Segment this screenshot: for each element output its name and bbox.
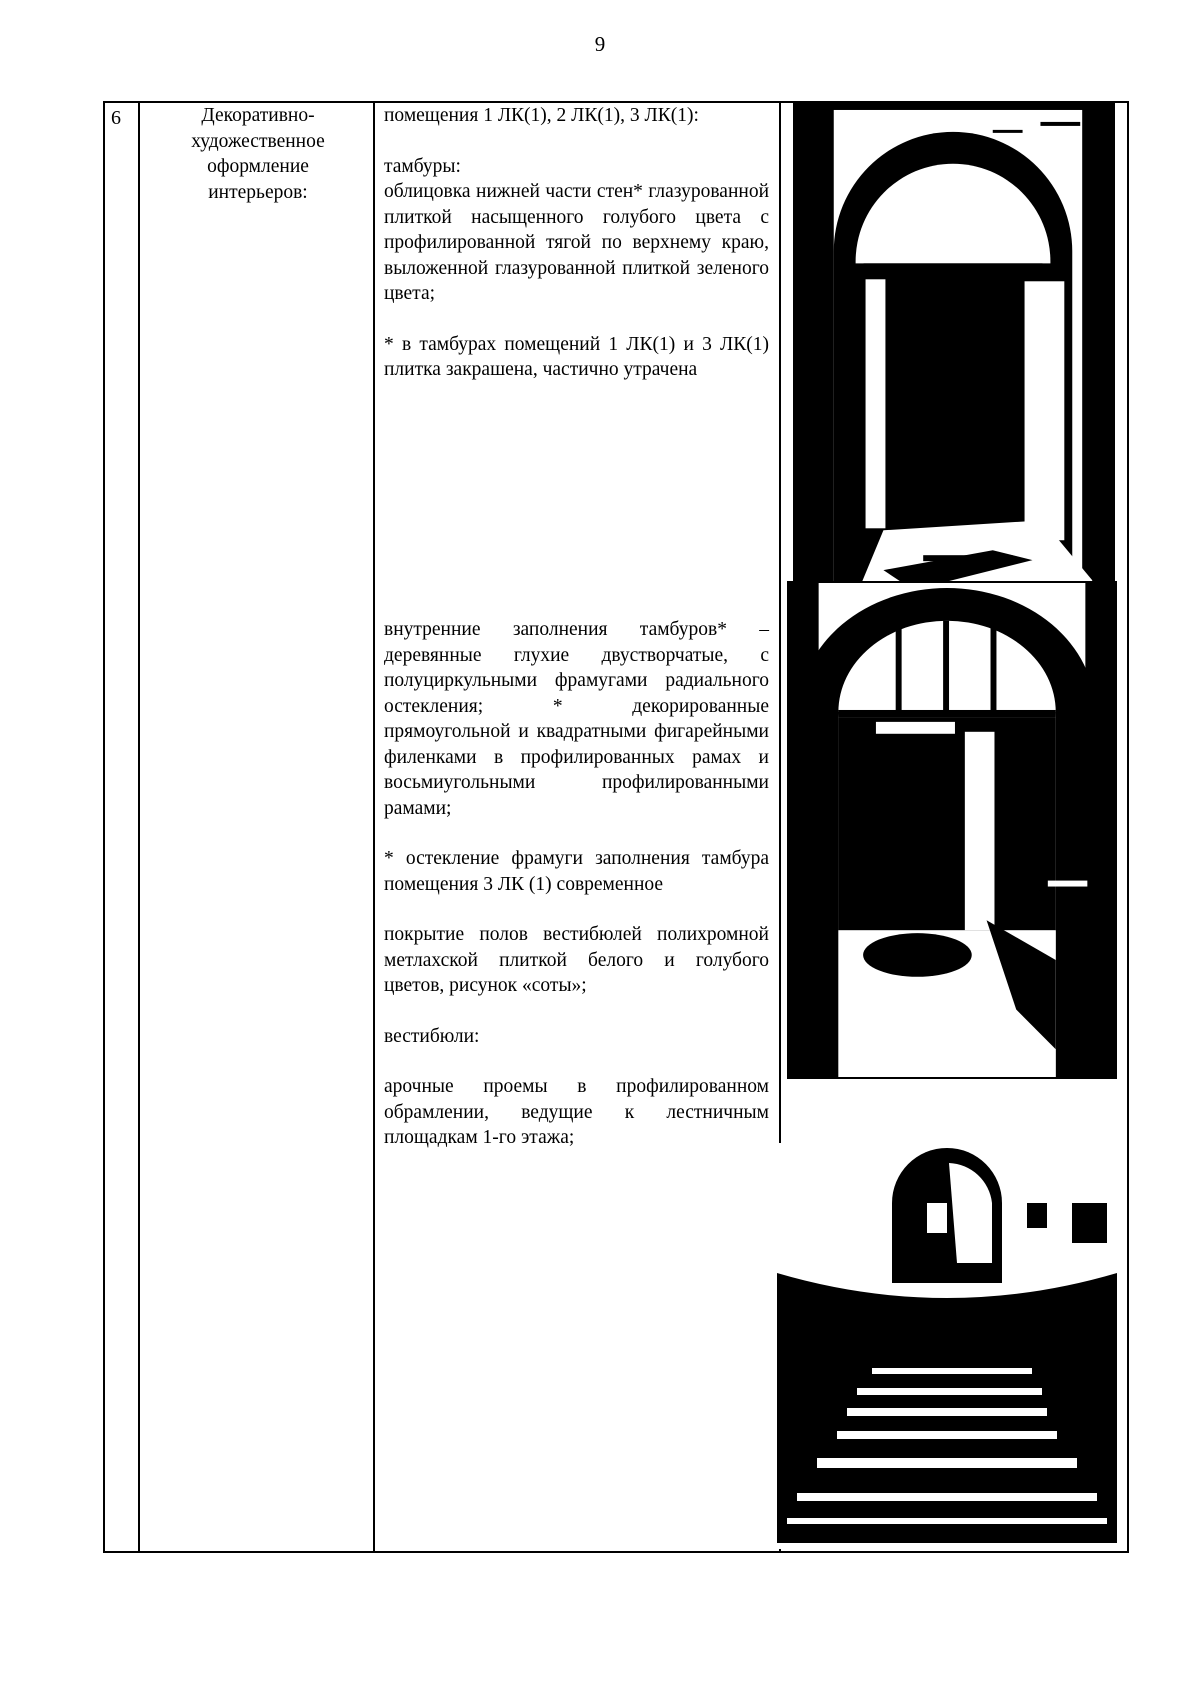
inner-fills-text: внутренние заполнения тамбуров* – деревянные глухие двустворчатые, с полуциркульными фрамугами радиального остекления; * декорированные прямоугольной и квадратными фигарейными филенками в профилированных рамах и восьмиугольными профилированными рамами; — [384, 619, 769, 819]
photo-vestibule-arch — [793, 101, 1115, 603]
row-name — [143, 103, 373, 205]
row-number: 6 — [111, 107, 121, 129]
glazing-note: * остекление фрамуги заполнения тамбура помещения 3 ЛК (1) современное — [384, 848, 769, 895]
row-name-line: художественное — [191, 130, 325, 152]
page-number: 9 — [594, 32, 606, 56]
heritage-table — [103, 101, 1129, 1553]
lobbies-heading: вестибюли: — [384, 1025, 480, 1047]
description-block-1 — [384, 103, 769, 383]
vestibules-heading: тамбуры: — [384, 155, 461, 177]
arches-text: арочные проемы в профилированном обрамлении, ведущие к лестничным площадкам 1-го этажа; — [384, 1076, 769, 1148]
photo-vestibule-doors — [787, 581, 1117, 1079]
floor-text: покрытие полов вестибюлей полихромной метлахской плиткой белого и голубого цветов, рисунок «соты»; — [384, 924, 769, 996]
tile-note: * в тамбурах помещений 1 ЛК(1) и 3 ЛК(1) плитка закрашена, частично утрачена — [384, 333, 769, 380]
photo-lobby-stairs-arch — [777, 1143, 1117, 1549]
description-block-2 — [384, 617, 769, 1151]
row-name-line: Декоративно- — [201, 105, 315, 126]
rooms-text: помещения 1 ЛК(1), 2 ЛК(1), 3 ЛК(1): — [384, 105, 699, 126]
column-divider — [373, 103, 375, 1551]
wall-cladding-text: облицовка нижней части стен* глазурованной плиткой насыщенного голубого цвета с профилированной тягой по верхнему краю, выложенной глазурованной плиткой зеленого цвета; — [384, 181, 769, 304]
column-divider — [138, 103, 140, 1551]
row-name-line: интерьеров: — [208, 181, 308, 203]
row-name-line: оформление — [207, 156, 309, 177]
